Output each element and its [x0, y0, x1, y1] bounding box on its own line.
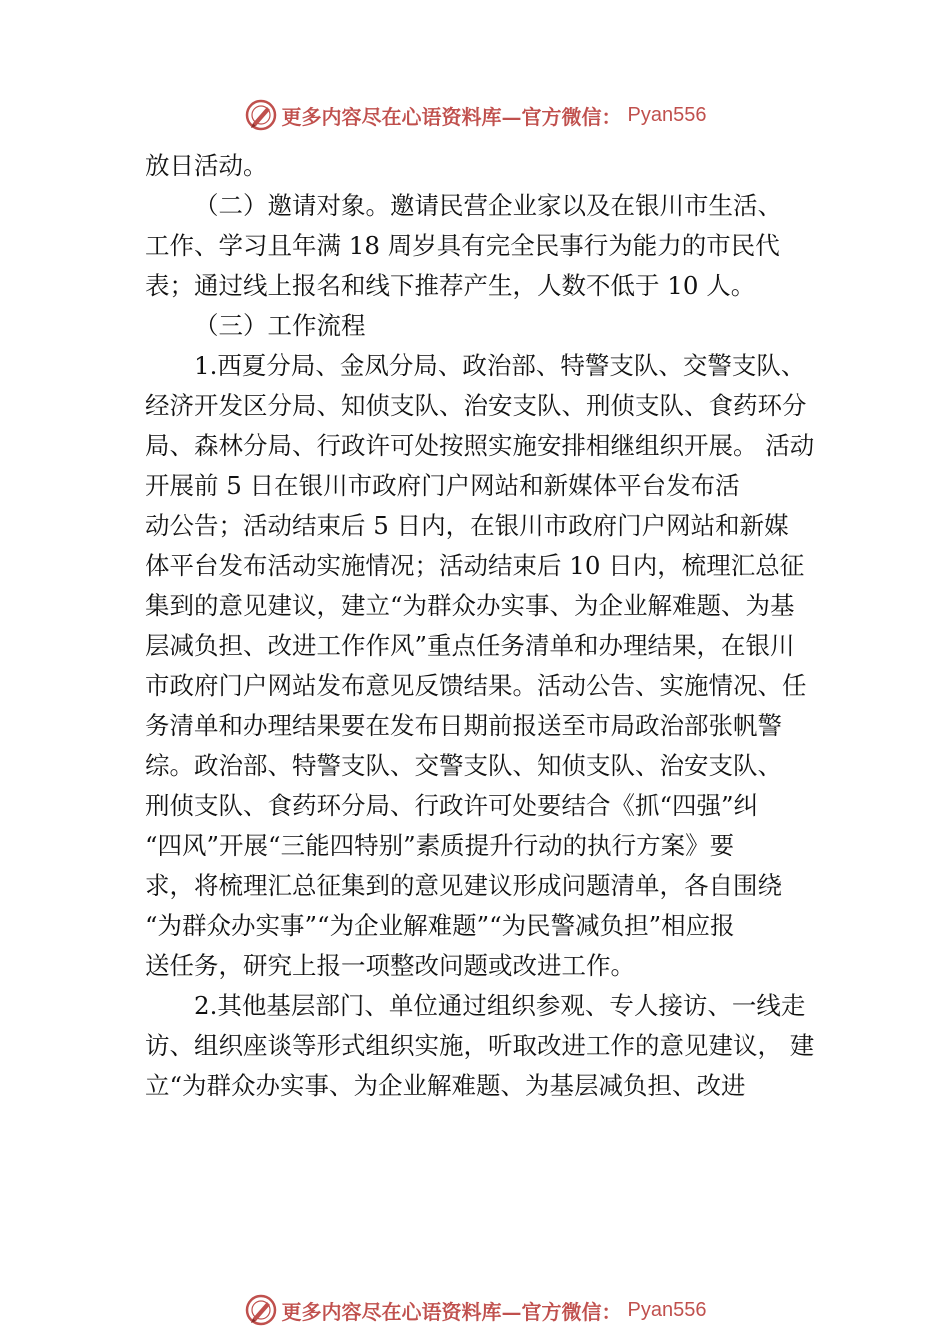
text-line: 经济开发区分局、知侦支队、治安支队、刑侦支队、食药环分: [145, 391, 807, 420]
text-line: “为群众办实事”“为企业解难题”“为民警减负担”相应报: [145, 911, 735, 940]
text-line: 集到的意见建议，建立“为群众办实事、为企业解难题、为基: [145, 591, 795, 620]
text-line: 表；通过线上报名和线下推荐产生，人数不低于 10 人。: [145, 271, 756, 300]
watermark-account: Pyan556: [627, 103, 707, 126]
watermark-header: [0, 95, 950, 135]
text-line: （二）邀请对象。邀请民营企业家以及在银川市生活、: [194, 191, 782, 220]
text-line: 动公告；活动结束后 5 日内，在银川市政府门户网站和新媒: [145, 511, 789, 540]
text-line: 立“为群众办实事、为企业解难题、为基层减负担、改进: [145, 1071, 746, 1100]
document-body: [145, 146, 817, 1106]
text-line: 务清单和办理结果要在发布日期前报送至市局政治部张帆警: [145, 711, 782, 740]
watermark-account: Pyan556: [627, 1298, 707, 1321]
text-line: 层减负担、改进工作作风”重点任务清单和办理结果，在银川: [145, 631, 795, 660]
section-heading: （三）工作流程: [194, 311, 366, 340]
text-line: 求，将梳理汇总征集到的意见建议形成问题清单，各自围绕: [145, 871, 782, 900]
text-line: 1.西夏分局、金凤分局、政治部、特警支队、交警支队、: [194, 351, 806, 380]
watermark-text: 更多内容尽在心语资料库—官方微信：: [281, 104, 622, 129]
watermark-text: 更多内容尽在心语资料库—官方微信：: [281, 1299, 622, 1324]
text-line: 送任务，研究上报一项整改问题或改进工作。: [145, 951, 635, 980]
text-line: 局、森林分局、行政许可处按照实施安排相继组织开展。 活动: [145, 431, 815, 460]
text-line: 刑侦支队、食药环分局、行政许可处要结合《抓“四强”纠: [145, 791, 759, 820]
pen-seal-icon: [244, 1293, 278, 1327]
text-line: 工作、学习且年满 18 周岁具有完全民事行为能力的市民代: [145, 231, 780, 260]
text-line: 放日活动。: [145, 151, 268, 180]
text-line: 访、组织座谈等形式组织实施，听取改进工作的意见建议， 建: [145, 1031, 815, 1060]
text-line: 体平台发布活动实施情况；活动结束后 10 日内，梳理汇总征: [145, 551, 805, 580]
text-line: 开展前 5 日在银川市政府门户网站和新媒体平台发布活: [145, 471, 740, 500]
text-line: “四风”开展“三能四特别”素质提升行动的执行方案》要: [145, 831, 735, 860]
pen-seal-icon: [244, 98, 278, 132]
watermark-footer: [0, 1290, 950, 1330]
text-line: 市政府门户网站发布意见反馈结果。活动公告、实施情况、任: [145, 671, 807, 700]
text-line: 2.其他基层部门、单位通过组织参观、专人接访、一线走: [194, 991, 806, 1020]
text-line: 综。政治部、特警支队、交警支队、知侦支队、治安支队、: [145, 751, 782, 780]
